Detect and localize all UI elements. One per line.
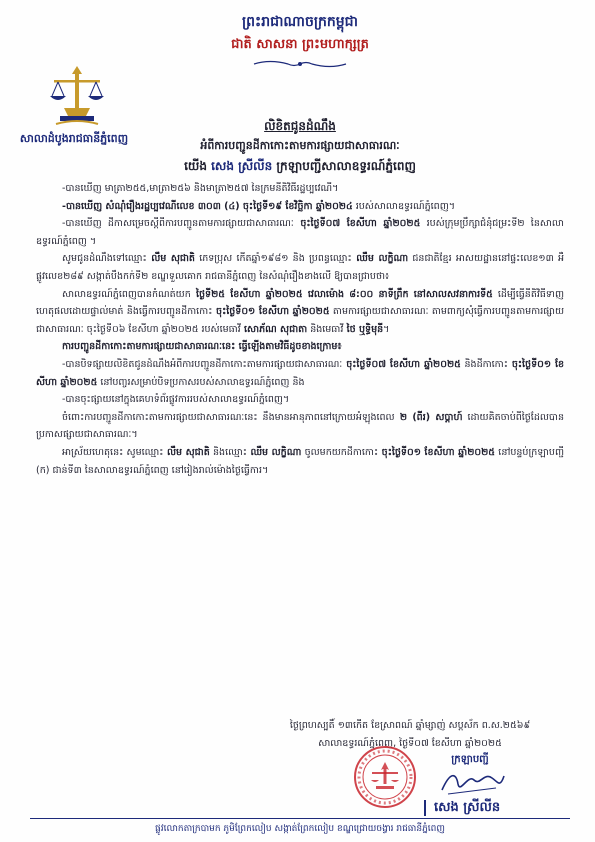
conclusion-summons-date: ចុះថ្ងៃទី០១ ខែសីហា ឆ្នាំ២០២៥ bbox=[378, 446, 496, 458]
posting-summons-date: ចុះថ្ងៃទី០១ ខែសីហា ឆ្នាំ២០២៥ bbox=[36, 358, 564, 388]
effect-period: ២ (ពីរ) សប្តាហ៍ bbox=[394, 411, 463, 423]
hearing-datetime: ថ្ងៃទី២៥ ខែសីហា ឆ្នាំ២០២៥ វេលាម៉ោង ៨:០០ នាទីព្រឹក នៅសាលសវនាការទី៥ bbox=[190, 288, 493, 300]
conclusion-name-2: ឈឹម លក្ខិណា bbox=[246, 446, 302, 458]
signature-bar bbox=[424, 800, 426, 816]
summons-date: ចុះថ្ងៃទី០១ ខែសីហា ឆ្នាំ២០២៥ bbox=[212, 306, 330, 318]
paragraph-legal-basis: -បានឃើញ មាត្រា២៥៥,មាត្រា២៥៦ និងមាត្រា២៥៧ នៃក្រមនីតិវិធីរដ្ឋប្បវេណី។ bbox=[62, 183, 339, 194]
document-type: លិខិតជូនដំណឹង bbox=[264, 119, 336, 133]
lawyer-connector: និងមេធាវី bbox=[307, 323, 344, 335]
recipient-intro: សូមជូនដំណឹងទៅឈ្មោះ bbox=[62, 253, 147, 265]
paragraph-notice-recipients bbox=[36, 250, 564, 285]
recipient-name-2: ឈឹម លក្ខិណា bbox=[351, 253, 409, 265]
document-issuer bbox=[130, 158, 470, 176]
official-seal-icon bbox=[352, 744, 418, 810]
lunar-date: ថ្ងៃព្រហស្បតិ៍ ១៣កើត ខែស្រាពណ៍ ឆ្នាំម្សាញ់ សប្តស័ក ព.ស.២៥៦៩ bbox=[289, 720, 531, 731]
recipient-address: ជនជាតិខ្មែរ អាសយដ្ឋាននៅផ្ទះលេខ១៣ អឺ ផ្លូវលេខ២៨៩ សង្កាត់បឹងកក់ទី២ ខណ្ឌទួលគោក រាជធានីភ្នំពេញ នៃសំណុំរឿងខាងលើ ឱ្យបានជ្រាបថា៖ bbox=[36, 253, 565, 282]
paragraph-decision bbox=[36, 215, 564, 250]
national-motto: ជាតិ សាសនា ព្រះមហាក្សត្រ bbox=[231, 37, 369, 52]
issuer-name: សេង ស្រីលីន bbox=[211, 159, 273, 173]
signatory-title: ក្រឡាបញ្ជី bbox=[451, 754, 489, 765]
decision-date: ចុះថ្ងៃទី០៧ ខែសីហា ឆ្នាំ២០២៥ bbox=[293, 218, 421, 230]
paragraph-method-website: -បានចុះផ្សាយនៅក្នុងគេហទំព័រផ្លូវការរបស់សាលាឧទ្ធរណ៍ភ្នំពេញ។ bbox=[62, 394, 290, 406]
paragraph-method-posting bbox=[36, 356, 564, 391]
method-heading: ការបញ្ជូនដីកាកោះតាមការផ្សាយជាសាធារណៈនេះ ធ្វើឡើងតាមវិធីដូចខាងក្រោម៖ bbox=[62, 341, 342, 353]
footer-divider bbox=[30, 818, 570, 819]
paragraph-hearing bbox=[36, 286, 564, 339]
document-body bbox=[36, 180, 564, 479]
posting-intro: -បានបិទផ្សាយលិខិតជូនដំណឹងអំពីការបញ្ជូនដីកាកោះតាមការផ្សាយជាសាធារណៈ bbox=[62, 358, 343, 370]
recipient-details-1: ភេទប្រុស កើតឆ្នាំ១៩៨១ និង ប្រពន្ធឈ្មោះ bbox=[194, 253, 352, 265]
conclusion-name-1: លឹម សុជាតិ bbox=[163, 446, 210, 458]
paragraph-case-file bbox=[36, 198, 564, 216]
paragraph-effect bbox=[36, 409, 564, 444]
handwritten-signature bbox=[438, 768, 508, 798]
lawyer-name-1: សោភ័ណ សុជាតា bbox=[240, 323, 308, 335]
hearing-intro: សាលាឧទ្ធរណ៍ភ្នំពេញបានកំណត់យក bbox=[62, 288, 191, 300]
lawyer-name-2: ថៃ ឬទ្ធិមុនី bbox=[343, 323, 384, 335]
paragraph-method-heading bbox=[36, 338, 564, 356]
footer-address: ផ្លូវលោកតាក្របាមក ភូមិព្រែកលៀប សង្កាត់ព្រែកលៀប ខណ្ឌជ្រោយចង្វារ រាជធានីភ្នំពេញ bbox=[155, 824, 445, 834]
case-file-court: របស់សាលាឧទ្ធរណ៍ភ្នំពេញ។ bbox=[352, 200, 456, 212]
court-name: សាលាដំបូងរាជធានីភ្នំពេញ bbox=[19, 132, 129, 145]
kingdom-heading: ព្រះរាជាណាចក្រកម្ពុជា bbox=[241, 14, 358, 30]
decision-chamber: របស់ក្រុមប្រឹក្សាជំនុំជម្រះទី២ នៃសាលាឧទ្ធរណ៍ភ្នំពេញ ។ bbox=[36, 218, 564, 247]
document-subject: អំពីការបញ្ជូនដីកាកោះតាមការផ្សាយជាសាធារណៈ bbox=[200, 139, 400, 152]
conclusion-office: នៅបន្ទប់ក្រឡាបញ្ជី (ក) ជាន់ទី៣ នៃសាលាឧទ្ធរណ៍ភ្នំពេញ នៅរៀងរាល់ម៉ោងថ្ងៃធ្វើការ។ bbox=[36, 446, 564, 476]
signatory-name: សេង ស្រីលីន bbox=[434, 800, 501, 815]
request-details: តាមការផ្សាយជាសាធារណៈ តាមពាក្យសុំធ្វើការបញ្ជូនតាមការផ្សាយជាសាធារណៈ ចុះថ្ងៃទី០៦ ខែសីហា ឆ្នាំ២០២៥ របស់មេធាវី bbox=[36, 306, 564, 335]
posting-notice-date: ចុះថ្ងៃទី០៧ ខែសីហា ឆ្នាំ២០២៥ bbox=[342, 358, 461, 370]
issuer-prefix: យើង bbox=[184, 159, 207, 173]
place-and-date: សាលាឧទ្ធរណ៍ភ្នំពេញ, ថ្ងៃទី០៧ ខែសីហា ឆ្នាំ២០២៥ bbox=[318, 738, 502, 749]
effect-start: ដោយគិតចាប់ពីថ្ងៃដែលបានប្រកាសផ្សាយជាសាធារណៈ។ bbox=[36, 411, 564, 441]
issuer-role: ក្រឡាបញ្ជីសាលាឧទ្ធរណ៍ភ្នំពេញ bbox=[276, 159, 416, 173]
hearing-purpose: ដើម្បីធ្វើនីតិវិធីទាញហេតុផលដោយផ្ទាល់មាត់ និងធ្វើការបញ្ជូនដីកាកោះ bbox=[36, 288, 565, 318]
posting-connector: និងដីកាកោះ bbox=[460, 358, 508, 370]
paragraph-conclusion bbox=[36, 444, 564, 479]
conclusion-action: ចូលមកយកដីកាកោះ bbox=[301, 446, 379, 458]
header-ornament-icon bbox=[250, 59, 350, 69]
conclusion-connector: និងឈ្មោះ bbox=[209, 446, 247, 458]
case-file-ref: -បានឃើញ សំណុំរឿងរដ្ឋប្បវេណីលេខ ៣០៣ (៤) ចុះថ្ងៃទី១៩ ខែវិច្ឆិកា ឆ្នាំ២០២៤ bbox=[62, 200, 353, 212]
recipient-name-1: លឹម សុជាតិ bbox=[146, 253, 195, 265]
court-scales-emblem-icon bbox=[46, 62, 108, 128]
posting-location: នៅបញ្ចរសម្រាប់បិទប្រកាសរបស់សាលាឧទ្ធរណ៍ភ្នំពេញ និង bbox=[97, 376, 305, 388]
conclusion-intro: អាស្រ័យហេតុនេះ សូមឈ្មោះ bbox=[62, 446, 164, 458]
hearing-end: ។ bbox=[383, 323, 390, 335]
decision-label: -បានឃើញ ដីកាសម្រេចស្តីពីការបញ្ជូនតាមការផ្សាយជាសាធារណៈ bbox=[62, 218, 294, 230]
effect-intro: ចំពោះការបញ្ជូនដីកាកោះតាមការផ្សាយជាសាធារណៈនេះ នឹងមានអានុភាពនៅក្រោយអំឡុងពេល bbox=[62, 411, 395, 423]
